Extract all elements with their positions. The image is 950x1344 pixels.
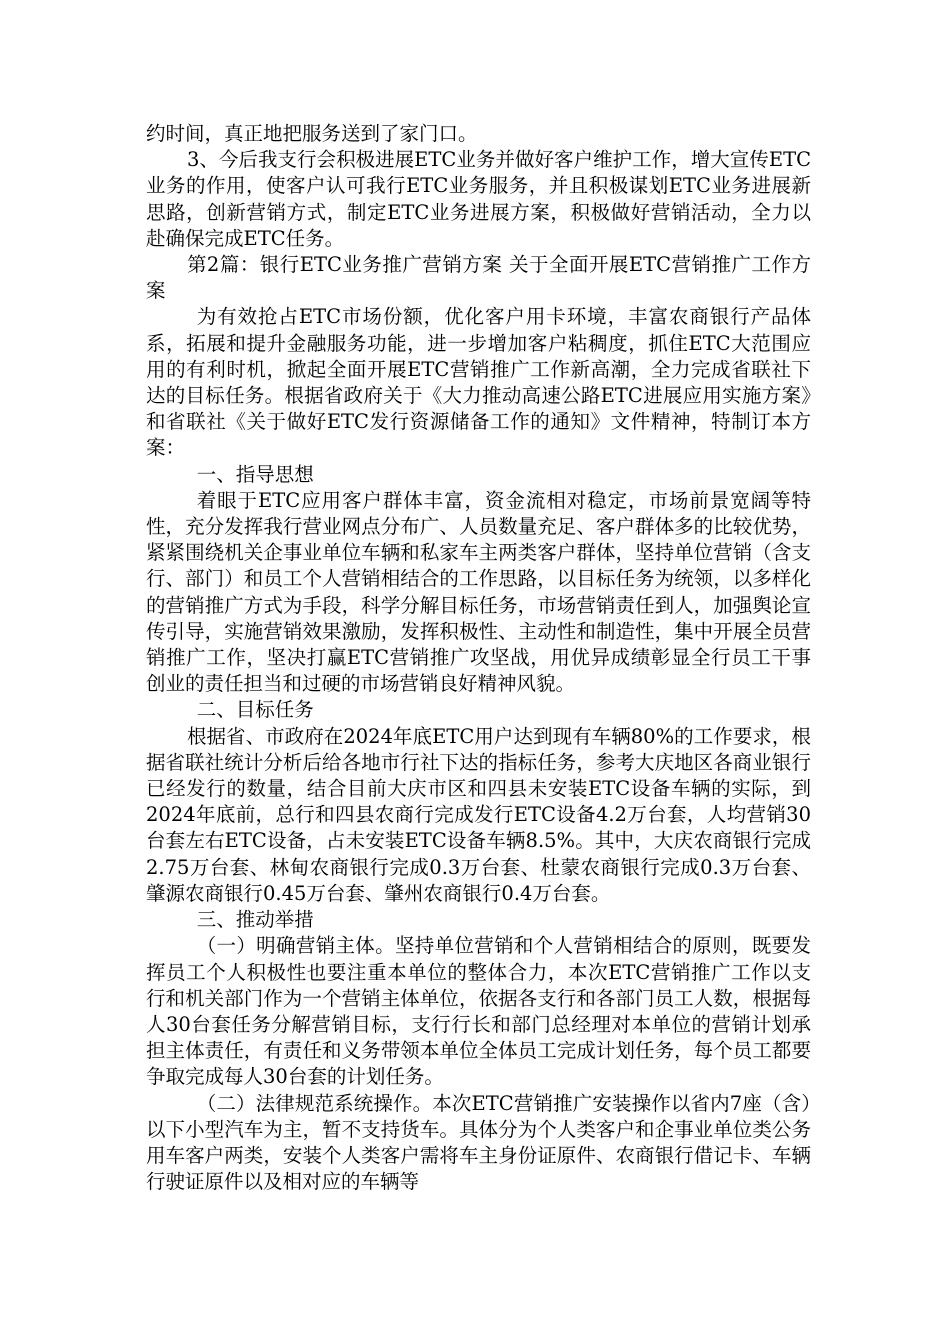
document-page (146, 121, 811, 1195)
paragraph-continuation: 约时间，真正地把服务送到了家门口。 (146, 122, 478, 145)
heading-target-tasks: 二、目标任务 (196, 698, 314, 722)
paragraph-intro: 为有效抢占ETC市场份额，优化客户用卡环境，丰富农商银行产品体系，拓展和提升金融服务功能，进一步增加客户粘稠度，抓住ETC大范围应用的有利时机，掀起全面开展ETC营销推广工作新高潮，全力完成省联社下达的目标任务。根据省政府关于《大力推动高速公路ETC进展应用实施方案》和省联社《关于做好ETC发行资源储备工作的通知》文件精神，特制订本方案： (146, 305, 811, 460)
paragraph-measure-1: （一）明确营销主体。坚持单位营销和个人营销相结合的原则，既要发挥员工个人积极性也要注重本单位的整体合力，本次ETC营销推广工作以支行和机关部门作为一个营销主体单位，依据各支行和各部门员工人数，根据每人30台套任务分解营销目标，支行行长和部门总经理对本单位的营销计划承担主体责任，有责任和义务带领本单位全体员工完成计划任务，每个员工都要争取完成每人30台套的计划任务。 (146, 934, 811, 1089)
heading-guiding-thought: 一、指导思想 (196, 462, 314, 486)
paragraph-measure-2: （二）法律规范系统操作。本次ETC营销推广安装操作以省内7座（含）以下小型汽车为主，暂不支持货车。具体分为个人类客户和企事业单位类公务用车客户两类，安装个人类客户需将车主身份证原件、农商银行借记卡、车辆行驶证原件以及相对应的车辆等 (146, 1091, 811, 1194)
paragraph-target-tasks: 根据省、市政府在2024年底ETC用户达到现有车辆80%的工作要求，根据省联社统计分析后给各地市行社下达的指标任务，参考大庆地区各商业银行已经发行的数量，结合目前大庆市区和四县未安装ETC设备车辆的实际，到2024年底前，总行和四县农商行完成发行ETC设备4.2万台套，人均营销30台套左右ETC设备，占未安装ETC设备车辆8.5%。其中，大庆农商银行完成2.75万台套、林甸农商银行完成0.3万台套、杜蒙农商银行完成0.3万台套、肇源农商银行0.45万台套、肇州农商银行0.4万台套。 (146, 724, 811, 905)
paragraph-future-plan: 3、今后我支行会积极进展ETC业务并做好客户维护工作，增大宣传ETC业务的作用，使客户认可我行ETC业务服务，并且积极谋划ETC业务进展新思路，创新营销方式，制定ETC业务进展方案，积极做好营销活动，全力以赴确保完成ETC任务。 (146, 148, 811, 250)
heading-measures: 三、推动举措 (196, 908, 314, 932)
paragraph-guiding-thought: 着眼于ETC应用客户群体丰富，资金流相对稳定，市场前景宽阔等特性，充分发挥我行营业网点分布广、人员数量充足、客户群体多的比较优势，紧紧围绕机关企事业单位车辆和私家车主两类客户群体，坚持单位营销（含支行、部门）和员工个人营销相结合的工作思路，以目标任务为统领，以多样化的营销推广方式为手段，科学分解目标任务，市场营销责任到人，加强舆论宣传引导，实施营销效果激励，发挥积极性、主动性和制造性，集中开展全员营销推广工作，坚决打赢ETC营销推广攻坚战，用优异成绩彰显全行员工干事创业的责任担当和过硬的市场营销良好精神风貌。 (146, 488, 811, 696)
section-title-article-2: 第2篇：银行ETC业务推广营销方案 关于全面开展ETC营销推广工作方案 (146, 253, 811, 303)
